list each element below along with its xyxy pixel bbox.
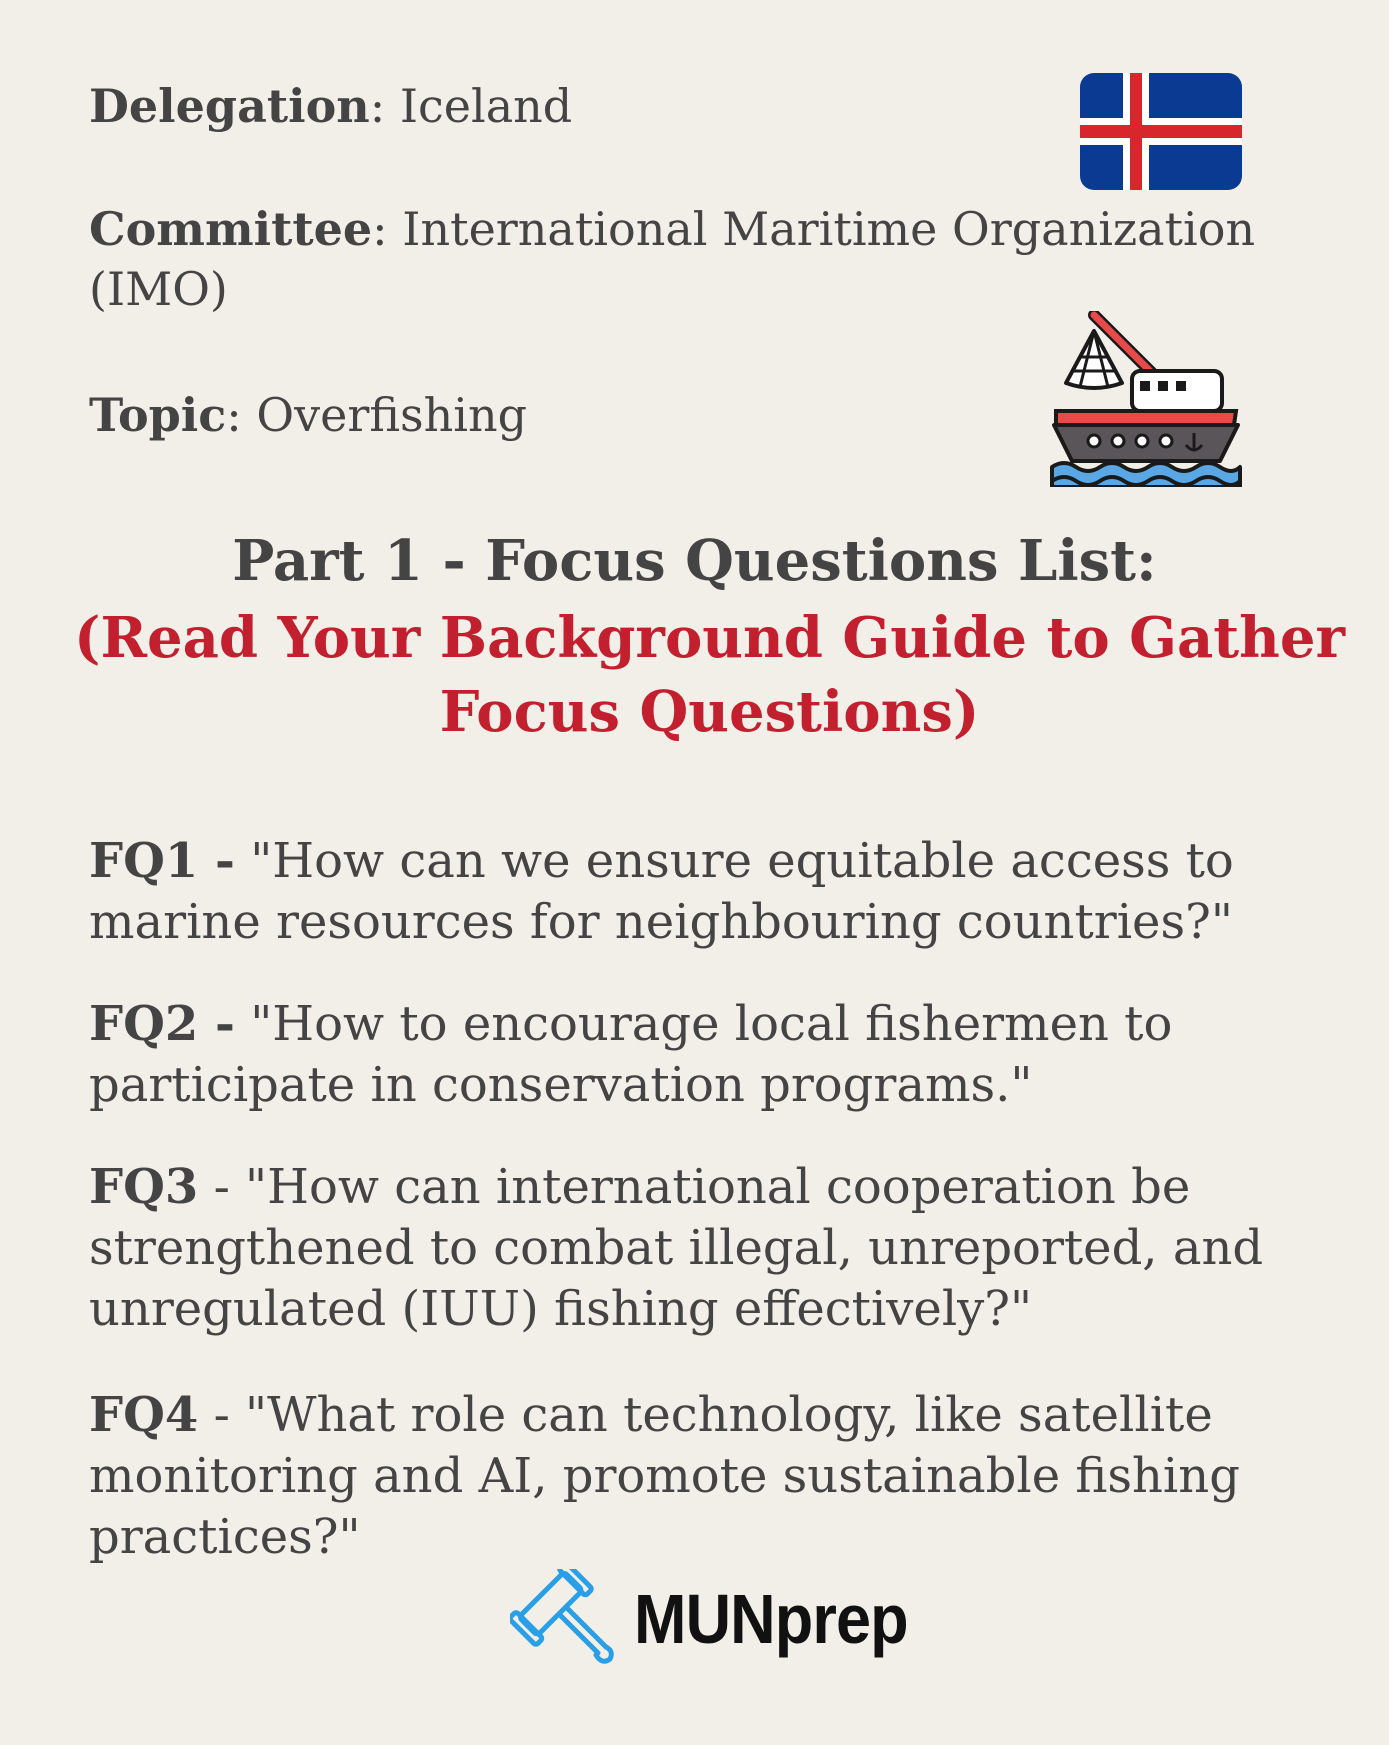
topic-line: Topic: Overfishing <box>89 388 528 442</box>
delegation-label: Delegation <box>89 79 370 133</box>
gavel-icon <box>510 1569 614 1673</box>
fq-text: "How can we ensure equitable access to marine resources for neighbouring countries?" <box>89 833 1234 950</box>
part-heading: Part 1 - Focus Questions List: <box>232 528 1157 594</box>
fq-label: FQ4 <box>89 1387 199 1443</box>
committee-line: Committee: International Maritime Organization (IMO) <box>89 202 1256 316</box>
fq-text: - "What role can technology, like satellite monitoring and AI, promote sustainable fishing practices?" <box>89 1387 1240 1565</box>
delegation-line: Delegation: Iceland <box>89 79 573 133</box>
fq-label: FQ2 - <box>89 996 235 1052</box>
brand-logo <box>510 1565 930 1675</box>
focus-question-2 <box>89 994 1329 1116</box>
committee-value: International Maritime Organization (IMO) <box>89 202 1256 316</box>
topic-value: Overfishing <box>256 388 528 442</box>
topic-label: Topic <box>89 388 227 442</box>
delegation-value: Iceland <box>399 79 573 133</box>
fq-text: - "How can international cooperation be strengthened to combat illegal, unreported, and unregulated (IUU) fishing effectively?" <box>89 1159 1264 1337</box>
fishing-boat-icon <box>1050 311 1242 487</box>
brand-name: MUNprep <box>634 1580 908 1658</box>
committee-label: Committee <box>89 202 373 256</box>
fq-text: "How to encourage local fishermen to participate in conservation programs." <box>89 996 1173 1113</box>
part-subheading: (Read Your Background Guide to Gather Focus Questions) <box>73 605 1346 745</box>
focus-question-3 <box>89 1157 1329 1340</box>
fq-label: FQ3 <box>89 1159 199 1215</box>
iceland-flag-icon <box>1080 73 1242 190</box>
fq-label: FQ1 - <box>89 833 235 889</box>
focus-question-4 <box>89 1385 1329 1568</box>
focus-question-1 <box>89 831 1329 953</box>
